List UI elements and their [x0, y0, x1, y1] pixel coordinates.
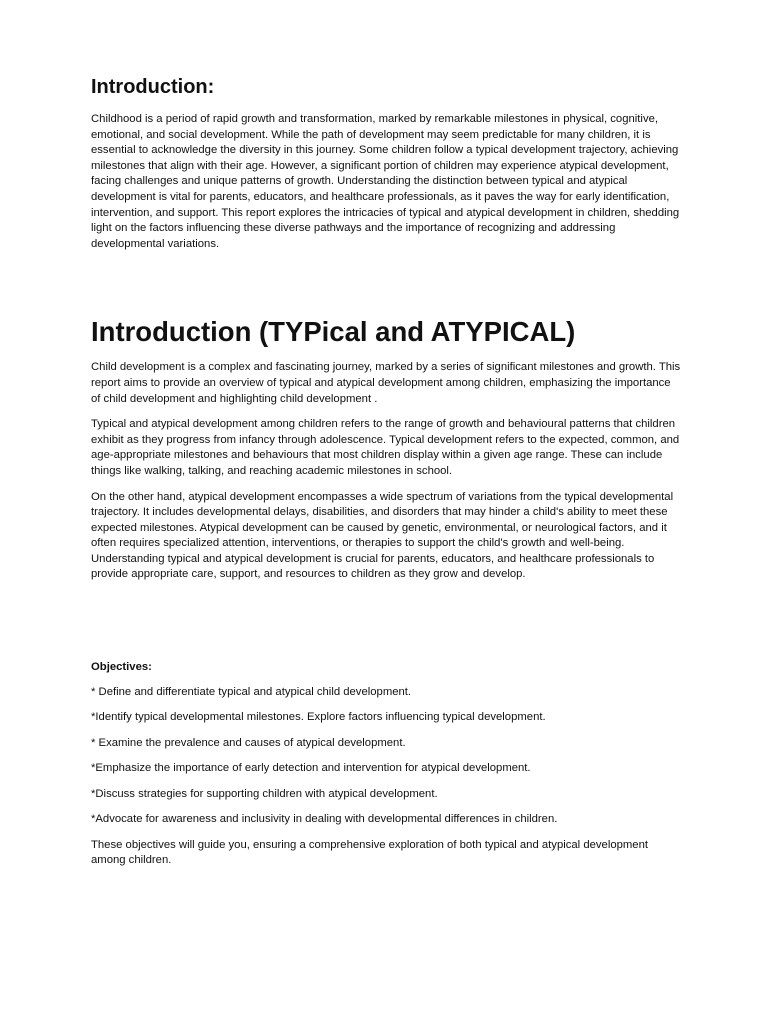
- objectives-heading: Objectives:: [91, 661, 152, 674]
- intro-heading: Introduction:: [91, 76, 215, 98]
- section-paragraphs: [91, 360, 683, 583]
- section-paragraph: On the other hand, atypical development encompasses a wide spectrum of variations from the typical developmental trajectory. It includes developmental delays, disabilities, and disorders that may hinder a child's ability to meet these expected milestones. Atypical development can be caused by genetic, environmental, or neurological factors, and it often requires specialized attention, interventions, or therapies to support the child's growth and well-being. Understanding typical and atypical development is crucial for parents, educators, and healthcare professionals to provide appropriate care, support, and resources to children as they grow and develop.: [91, 490, 674, 581]
- section-paragraph: Typical and atypical development among children refers to the range of growth and behavioural patterns that children exhibit as they progress from infancy through adolescence. Typical development refers to the expected, common, and age-appropriate milestones and behaviours that most children display within a given age range. These can include things like walking, talking, and reaching academic milestones in school.: [91, 418, 680, 477]
- intro-paragraph: Childhood is a period of rapid growth and transformation, marked by remarkable milestones in physical, cognitive, emotional, and social development. While the path of development may seem predictable for many children, it is essential to acknowledge the diversity in this journey. Some children follow a typical development trajectory, achieving milestones that align with their age. However, a significant portion of children may experience atypical development, facing challenges and unique patterns of growth. Understanding the distinction between typical and atypical development is vital for parents, educators, and healthcare professionals, as it paves the way for early identification, intervention, and support. This report explores the intricacies of typical and atypical development in children, shedding light on the factors influencing these diverse pathways and the importance of recognizing and addressing developmental variations.: [91, 113, 680, 250]
- objective-item: *Advocate for awareness and inclusivity in dealing with developmental differences in children.: [91, 813, 558, 826]
- objectives-closing: These objectives will guide you, ensuring a comprehensive exploration of both typical and atypical development among children.: [91, 838, 649, 867]
- objective-item: *Discuss strategies for supporting children with atypical development.: [91, 787, 438, 800]
- objective-item: * Define and differentiate typical and atypical child development.: [91, 686, 412, 699]
- section-heading: Introduction (TYPical and ATYPICAL): [91, 316, 576, 348]
- objective-item: * Examine the prevalence and causes of atypical development.: [91, 736, 406, 749]
- objective-item: *Identify typical developmental milestones. Explore factors influencing typical development.: [91, 711, 546, 724]
- objective-item: *Emphasize the importance of early detection and intervention for atypical development.: [91, 762, 531, 775]
- objectives-list: [91, 685, 683, 827]
- document-body: [91, 73, 683, 869]
- section-paragraph: Child development is a complex and fascinating journey, marked by a series of significant milestones and growth. This report aims to provide an overview of typical and atypical development among children, emphasizing the importance of child development and highlighting child development .: [91, 361, 681, 405]
